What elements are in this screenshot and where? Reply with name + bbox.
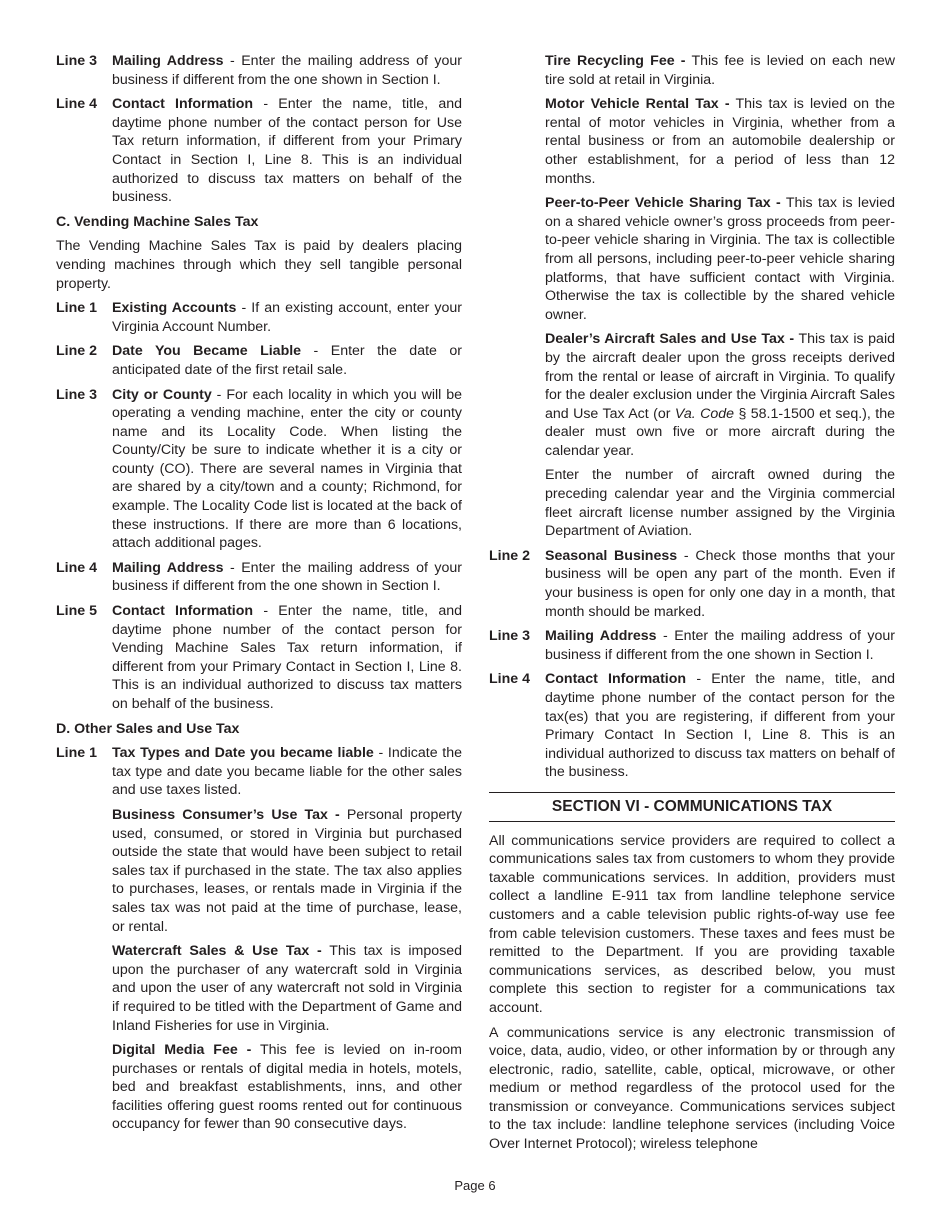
- aircraft-enter-instructions: Enter the number of aircraft owned during the preceding calendar year and the Virginia commercial fleet aircraft license number assigned by the Virginia Department of Aviation.: [545, 467, 895, 540]
- item-text: - For each locality in which you will be operating a vending machine, enter the city or county name and its Locality Code. When listing the County/City be sure to indicate whether it is a city or county (CO). There are several names in Virginia that are shared by a city/town and a county; Richmond, for example. The Locality Code list is located at the back of these instructions. If there are more than 6 locations, attach additional pages.: [112, 386, 462, 552]
- left-column: [56, 52, 462, 1140]
- item-text: - Enter the name, title, and daytime phone number of the contact person for the tax(es) that you are registering, if different from your Primary Contact In Section I, Line 8. This is an individual authorized to discuss tax matters on behalf of the business.: [545, 671, 895, 781]
- item-title: Business Consumer’s Use Tax -: [112, 806, 340, 823]
- vending-line-2: [56, 342, 462, 379]
- item-text: This fee is levied on in-room purchases or rentals of digital media in hotels, motels, bed and breakfast establishments, inns, and other facilities offering guest rooms rented out for continuous occupancy for fewer than 90 consecutive days.: [112, 1042, 463, 1133]
- line-3-mailing-address: [56, 52, 462, 89]
- watercraft-sales-use-tax: [56, 942, 462, 1035]
- item-title: Mailing Address: [112, 53, 224, 69]
- code-reference: Va. Code: [674, 405, 735, 422]
- line-number: Line 1: [56, 300, 97, 317]
- vending-line-5: [56, 602, 462, 714]
- item-text: - Enter the mailing address of your business if different from the one shown in Section I.: [112, 559, 462, 595]
- item-text: - Enter the mailing address of your business if different from the one shown in Section I.: [545, 628, 895, 663]
- page-number: Page 6: [454, 1178, 496, 1193]
- item-text: Personal property used, consumed, or stored in Virginia but purchased outside the state that would have been subject to retail sales tax if purchased in the state. The tax also applies to purchases, leases, or rentals made in Virginia if the sales tax was not paid at the time of purchase, lease, or rental.: [112, 806, 462, 935]
- section-vi-heading: SECTION VI - COMMUNICATIONS TAX: [489, 792, 895, 822]
- item-text: - Enter the name, title, and daytime phone number of the contact person for Use Tax return information, if different from your Primary Contact in Section I, Line 8. This is an individual authorized to discuss tax matters on behalf of the business.: [112, 96, 462, 206]
- item-text: This fee is levied on each new tire sold at retail in Virginia.: [545, 53, 895, 88]
- right-column: [489, 52, 895, 1160]
- item-text: - Check those months that your business will be open any part of the month. Even if your business is open for only one day in a month, that month should be marked.: [545, 547, 895, 620]
- item-text: § 58.1-1500 et seq.), the dealer must own five or more aircraft during the calendar year.: [545, 405, 895, 459]
- other-sales-heading: D. Other Sales and Use Tax: [56, 720, 240, 737]
- line-number: Line 2: [489, 547, 530, 564]
- communications-paragraph-2: A communications service is any electronic transmission of voice, data, audio, video, or other information by or through any electronic, radio, satellite, cable, optical, microwave, or other medium or method regardless of the protocol used for the transmission or conveyance. Communications services subject to the tax include: landline telephone services (including Voice Over Internet Protocol); wireless telephone: [489, 1024, 895, 1153]
- peer-to-peer-vehicle-sharing-tax: [489, 194, 895, 324]
- item-title: Existing Accounts: [112, 300, 237, 317]
- item-title: Digital Media Fee -: [112, 1042, 252, 1059]
- motor-vehicle-rental-tax: [489, 95, 895, 188]
- line-number: Line 3: [56, 53, 97, 69]
- item-text: This tax is levied on a shared vehicle owner’s gross proceeds from peer-to-peer vehicle sharing in Virginia. The tax is collectible from all persons, including peer-to-peer vehicle sharing platforms, that have sufficient contact with Virginia. Otherwise the tax is collectible by the shared vehicle owner.: [545, 195, 895, 323]
- vending-line-3: [56, 386, 462, 553]
- item-text: - Indicate the tax type and date you became liable for the other sales and use taxes listed.: [112, 745, 462, 799]
- item-title: Contact Information: [545, 671, 687, 688]
- item-title: Dealer’s Aircraft Sales and Use Tax -: [545, 331, 795, 348]
- dealers-aircraft-sales-use-tax: [489, 330, 895, 460]
- item-title: Mailing Address: [112, 559, 224, 576]
- line-4-contact-information: [56, 95, 462, 207]
- item-title: Seasonal Business: [545, 547, 678, 564]
- item-text: This tax is paid by the aircraft dealer upon the gross receipts derived from the rental or lease of aircraft in Virginia. To qualify for the dealer exclusion under the Virginia Aircraft Sales and Use Tax Act (or: [545, 331, 895, 422]
- vending-machine-intro: The Vending Machine Sales Tax is paid by dealers placing vending machines through which they sell tangible personal property.: [56, 238, 462, 292]
- item-text: This tax is imposed upon the purchaser of any watercraft sold in Virginia and upon the user of any watercraft not sold in Virginia if required to be titled with the Department of Game and Inland Fisheries for use in Virginia.: [112, 943, 462, 1034]
- item-title: Motor Vehicle Rental Tax -: [545, 96, 730, 113]
- business-consumer-use-tax: [56, 806, 462, 936]
- item-title: Watercraft Sales & Use Tax -: [112, 943, 322, 960]
- item-text: - If an existing account, enter your Virginia Account Number.: [112, 300, 463, 335]
- item-title: Contact Information: [112, 96, 254, 113]
- communications-paragraph-1: All communications service providers are required to collect a communications sales tax from customers to whom they provide taxable communications services. In addition, providers must collect a landline E-911 tax from landline telephone service customers and a cable television public rights-of-way use fee from cable television customers. These taxes and fees must be remitted to the Department. If you are providing taxable communications services, as described below, you must complete this section to register for a communications tax account.: [489, 832, 895, 1016]
- item-text: - Enter the date or anticipated date of the first retail sale.: [112, 343, 463, 378]
- line-number: Line 3: [489, 628, 530, 645]
- other-line-3: [489, 627, 895, 664]
- digital-media-fee: [56, 1041, 462, 1134]
- line-number: Line 3: [56, 386, 97, 403]
- item-text: This tax is levied on the rental of motor vehicles in Virginia, whether from a rental business or from an automobile dealership or other establishment, for a period of less than 12 months.: [545, 96, 895, 187]
- item-text: - Enter the mailing address of your business if different from the one shown in Section I.: [112, 53, 462, 88]
- line-number: Line 5: [56, 603, 97, 620]
- line-number: Line 4: [489, 671, 530, 688]
- line-number: Line 4: [56, 559, 97, 576]
- item-title: Peer-to-Peer Vehicle Sharing Tax -: [545, 195, 781, 212]
- item-title: City or County: [112, 386, 212, 403]
- item-text: - Enter the name, title, and daytime phone number of the contact person for Vending Machine Sales Tax return information, if different from your Primary Contact in Section I, Line 8. This is an individual authorized to discuss tax matters on behalf of the business.: [112, 603, 462, 712]
- vending-line-4: [56, 559, 462, 596]
- tire-recycling-fee: [489, 52, 895, 89]
- item-title: Date You Became Liable: [112, 343, 302, 360]
- line-number: Line 1: [56, 745, 97, 762]
- item-title: Tire Recycling Fee -: [545, 53, 686, 69]
- line-number: Line 4: [56, 96, 97, 113]
- vending-line-1: [56, 299, 462, 336]
- other-line-2: [489, 547, 895, 621]
- line-number: Line 2: [56, 343, 97, 360]
- other-line-1: [56, 744, 462, 800]
- item-title: Mailing Address: [545, 628, 657, 645]
- item-title: Contact Information: [112, 603, 254, 620]
- item-title: Tax Types and Date you became liable: [112, 745, 374, 762]
- vending-machine-heading: C. Vending Machine Sales Tax: [56, 213, 259, 230]
- other-line-4: [489, 670, 895, 782]
